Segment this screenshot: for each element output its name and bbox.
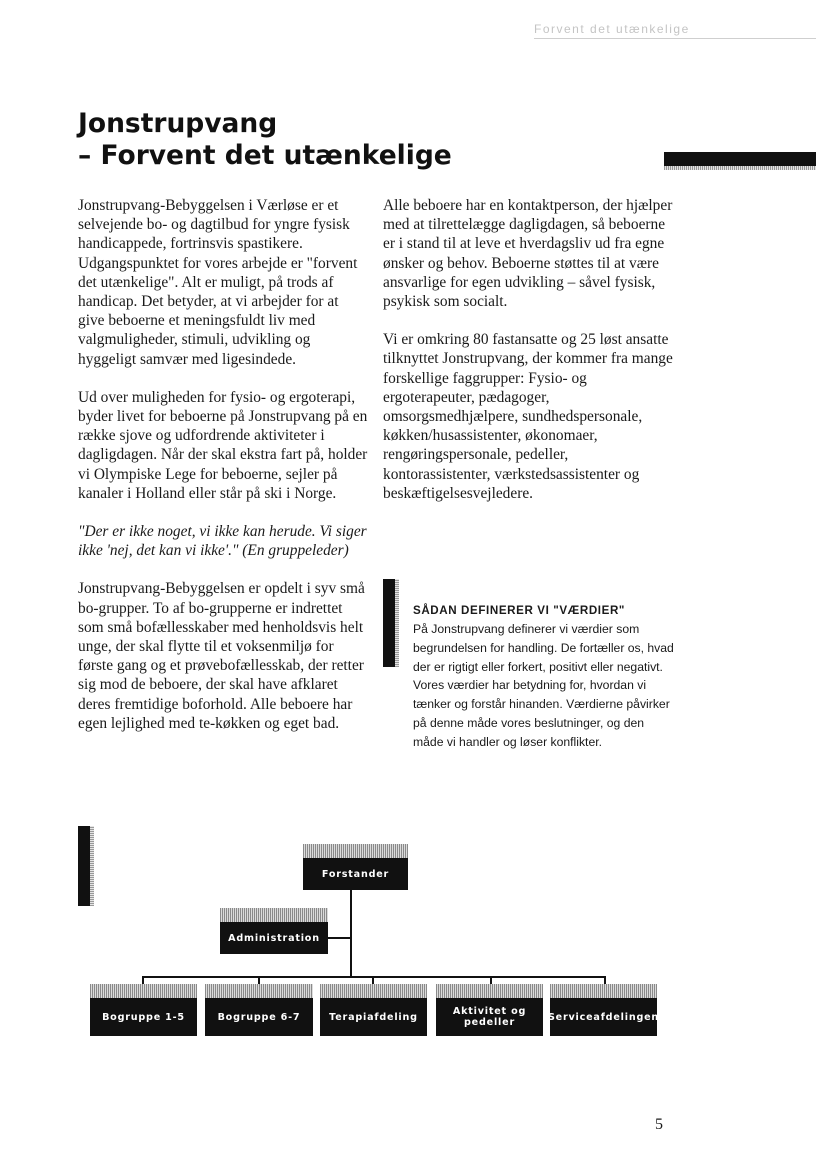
sidebar-title: SÅDAN DEFINERER VI "VÆRDIER" <box>413 604 626 617</box>
org-box-department: Terapiafdeling <box>320 998 427 1036</box>
title-line-1: Jonstrupvang <box>78 108 278 139</box>
left-quote: "Der er ikke noget, vi ikke kan herude. Vi siger ikke 'nej, det kan vi ikke'." (En gruppeleder) <box>78 523 367 560</box>
org-box-department: Aktivitet og pedeller <box>436 998 543 1036</box>
org-box-department: Bogruppe 6-7 <box>205 998 313 1036</box>
header-rule <box>534 38 816 39</box>
org-line-staff-link <box>328 937 351 939</box>
org-box-department: Serviceafdelingen <box>550 998 657 1036</box>
org-line-top-stem <box>350 890 352 976</box>
page-number: 5 <box>655 1116 663 1133</box>
left-paragraph-2: Ud over muligheden for fysio- og ergoterapi, byder livet for beboerne på Jonstrupvang på en række sjove og udfordrende aktiviteter i dagligdagen. Når der skal ekstra fart på, holder vi Olympiske Lege for beboerne, sejler på kanaler i Holland eller står på ski i Norge. <box>78 388 368 502</box>
org-box-administration: Administration <box>220 922 328 954</box>
org-decor-shade <box>90 826 94 906</box>
running-header: Forvent det utænkelige <box>534 22 690 36</box>
org-decor-bar <box>78 826 90 906</box>
right-column <box>383 196 675 522</box>
left-column <box>78 196 368 752</box>
sidebar-decor-bar <box>383 579 395 667</box>
title-line-2: – Forvent det utænkelige <box>78 140 452 171</box>
org-box-forstander: Forstander <box>303 858 408 890</box>
title-decor-shade <box>664 166 816 170</box>
left-paragraph-3: Jonstrupvang-Bebyggelsen er opdelt i syv små bo-grupper. To af bo-grupperne er indrettet som små bofællesskaber med henholdsvis helt unge, der skal flytte til et voksenmiljø for første gang og et prøvebofællesskab, der retter sig mod de beboere, der skal have afklaret deres fremtidige boforhold. Alle beboere har egen lejlighed med te-køkken og eget bad. <box>78 580 365 732</box>
sidebar-text: På Jonstrupvang definerer vi værdier som begrundelsen for handling. De fortæller os, hvad der er rigtigt eller forkert, positivt eller negativt. Vores værdier har betydning for, hvordan vi tænker og forstår hinanden. Værdierne påvirker på denne måde vores beslutninger, og den måde vi handler og løser konflikter. <box>413 622 674 749</box>
title-decor-bar <box>664 152 816 166</box>
page-title <box>78 108 452 172</box>
right-paragraph-1: Alle beboere har en kontaktperson, der hjælper med at tilrettelægge dagligdagen, så beboerne er i stand til at leve et hverdagsliv ud fra egne ønsker og behov. Beboerne støttes til at være ansvarlige for egen udvikling – såvel fysisk, psykisk som socialt. <box>383 197 673 311</box>
right-paragraph-2: Vi er omkring 80 fastansatte og 25 løst ansatte tilknyttet Jonstrupvang, der kommer fra mange forskellige faggrupper: Fysio- og ergoterapeuter, pædagoger, omsorgsmedhjælpere, sundhedspersonale, køkken/husassistenter, økonomaer, rengøringspersonale, pedeller, kontorassistenter, værkstedsassistenter og beskæftigelsesvejledere. <box>383 331 673 502</box>
org-box-department: Bogruppe 1-5 <box>90 998 197 1036</box>
left-paragraph-1: Jonstrupvang-Bebyggelsen i Værløse er et selvejende bo- og dagtilbud for yngre fysisk handicappede, fortrinsvis spastikere. Udgangspunktet for vores arbejde er "forvent det utænkelige". Alt er muligt, på trods af handicap. Det betyder, at vi arbejder for at give beboerne et meningsfuldt liv med valgmuligheder, stimuli, udvikling og hyggeligt samvær med ligesindede. <box>78 197 358 368</box>
org-line-horizontal <box>142 976 606 978</box>
sidebar-decor-shade <box>395 579 399 667</box>
